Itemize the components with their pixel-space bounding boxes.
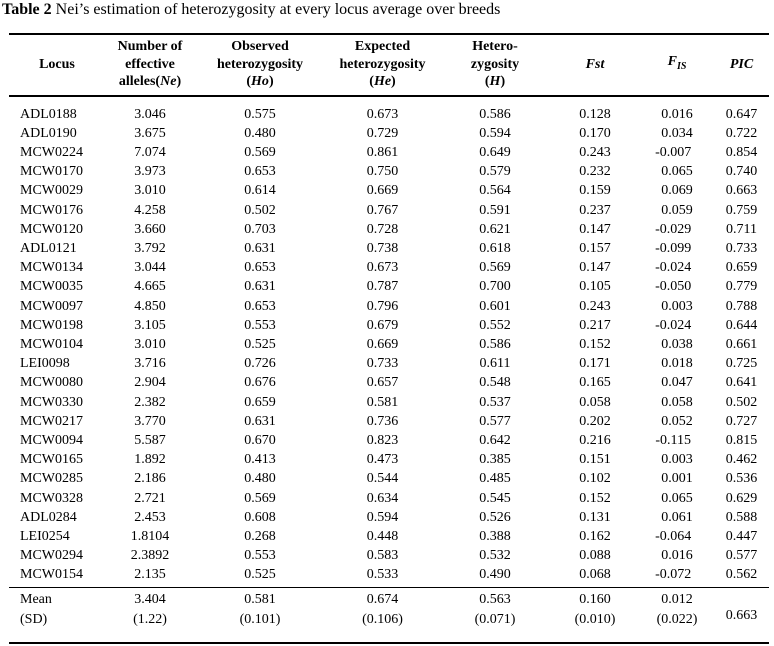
table-summary xyxy=(9,587,769,643)
symbol-prefix: ( xyxy=(484,74,490,89)
value-cell: 0.663 xyxy=(725,183,758,199)
value-cell: 0.502 xyxy=(244,202,276,218)
value-cell: 0.579 xyxy=(479,164,511,180)
table-row xyxy=(9,469,769,488)
value-cell: 0.669 xyxy=(366,183,399,199)
value-cell: 0.553 xyxy=(244,317,276,333)
column-header-pic xyxy=(714,34,769,96)
value-cell: 0.058 xyxy=(579,394,611,410)
symbol-prefix: ( xyxy=(369,74,374,89)
locus-cell: MCW0330 xyxy=(20,394,83,410)
value-cell: -0.029 xyxy=(655,221,692,237)
value-cell: 0.171 xyxy=(579,356,611,372)
table-row xyxy=(9,508,769,527)
value-cell: 0.591 xyxy=(479,202,511,218)
value-cell: 0.787 xyxy=(366,279,399,295)
mean-row xyxy=(9,587,769,610)
value-cell: 0.536 xyxy=(725,471,758,487)
value-cell: 0.152 xyxy=(579,336,611,352)
value-cell: 0.583 xyxy=(366,548,399,564)
value-cell: 0.740 xyxy=(725,164,758,180)
value-cell: 0.480 xyxy=(244,471,276,487)
value-cell: 0.128 xyxy=(579,106,611,122)
value-cell: 0.614 xyxy=(244,183,276,199)
value-cell: 1.8104 xyxy=(130,528,170,544)
value-cell: 0.102 xyxy=(579,471,611,487)
value-cell: 0.018 xyxy=(661,356,693,372)
symbol: Ho xyxy=(251,74,269,89)
value-cell: 0.544 xyxy=(366,471,399,487)
locus-cell: MCW0029 xyxy=(20,183,83,199)
sd-value-cell: (0.106) xyxy=(362,611,403,627)
value-cell: 0.003 xyxy=(661,452,693,468)
value-cell: 0.059 xyxy=(661,202,693,218)
value-cell: 0.047 xyxy=(661,375,693,391)
mean-value-cell: 0.160 xyxy=(550,587,640,610)
sd-row xyxy=(9,610,769,643)
table-caption-label: Table 2 xyxy=(2,1,52,18)
symbol-subscript-text: IS xyxy=(676,60,687,72)
value-cell: 0.447 xyxy=(725,528,758,544)
value-cell: 2.3892 xyxy=(130,548,170,564)
value-cell: 0.670 xyxy=(244,432,276,448)
locus-cell: MCW0165 xyxy=(20,452,83,468)
value-cell: 0.659 xyxy=(725,260,758,276)
value-cell: 2.904 xyxy=(134,375,166,391)
value-cell: 0.545 xyxy=(479,490,511,506)
locus-cell: MCW0094 xyxy=(20,432,83,448)
locus-cell: MCW0328 xyxy=(20,490,83,506)
value-cell: 0.823 xyxy=(366,432,399,448)
value-cell: 0.532 xyxy=(479,548,511,564)
value-cell: 0.562 xyxy=(725,567,758,583)
value-cell: 0.728 xyxy=(366,221,399,237)
value-cell: 3.792 xyxy=(134,240,166,256)
value-cell: -0.072 xyxy=(655,567,692,583)
value-cell: 2.186 xyxy=(134,471,166,487)
table-row xyxy=(9,431,769,450)
value-cell: 0.388 xyxy=(479,528,511,544)
value-cell: 4.850 xyxy=(134,298,166,314)
value-cell: 0.653 xyxy=(244,260,276,276)
value-cell: 3.973 xyxy=(134,164,166,180)
header-line: Number of xyxy=(117,39,183,54)
locus-cell: MCW0176 xyxy=(20,202,83,218)
locus-cell: LEI0254 xyxy=(20,528,70,544)
header-line: Observed xyxy=(231,39,289,54)
value-cell: 4.258 xyxy=(134,202,166,218)
sd-value-cell: (0.010) xyxy=(574,611,616,627)
value-cell: 0.533 xyxy=(366,567,399,583)
header-line: zygosity xyxy=(470,56,520,72)
value-cell: 0.631 xyxy=(244,279,276,295)
sd-value-cell: (1.22) xyxy=(133,611,167,627)
value-cell: 0.722 xyxy=(725,125,758,141)
table-row xyxy=(9,393,769,412)
symbol-prefix: alleles( xyxy=(118,74,161,89)
value-cell: 0.105 xyxy=(579,279,611,295)
table-row xyxy=(9,373,769,392)
locus-cell: LEI0098 xyxy=(20,356,70,372)
value-cell: 0.673 xyxy=(366,260,399,276)
value-cell: 0.733 xyxy=(366,356,399,372)
value-cell: 0.725 xyxy=(725,356,758,372)
table-caption-text: Nei’s estimation of heterozygosity at every locus average over breeds xyxy=(55,1,501,18)
value-cell: 0.642 xyxy=(479,432,511,448)
value-cell: 0.586 xyxy=(479,336,511,352)
value-cell: 3.770 xyxy=(134,413,166,429)
sd-value-cell: (0.022) xyxy=(656,611,698,627)
value-cell: 0.552 xyxy=(479,317,511,333)
symbol: Fst xyxy=(585,56,605,72)
table-row xyxy=(9,354,769,373)
value-cell: 0.594 xyxy=(479,125,511,141)
value-cell: 0.268 xyxy=(244,528,276,544)
table-row xyxy=(9,258,769,277)
header-line: effective xyxy=(125,56,175,72)
table-row xyxy=(9,335,769,354)
header-symbol-line xyxy=(714,56,769,74)
table-row xyxy=(9,316,769,335)
sd-label-cell: (SD) xyxy=(20,611,48,627)
table-row xyxy=(9,546,769,565)
locus-cell: MCW0104 xyxy=(20,336,83,352)
table-row xyxy=(9,181,769,200)
symbol: H xyxy=(489,74,501,89)
value-cell: 0.016 xyxy=(661,106,693,122)
value-cell: 0.700 xyxy=(479,279,511,295)
column-header-fst xyxy=(550,34,640,96)
value-cell: 0.480 xyxy=(244,125,276,141)
value-cell: 0.673 xyxy=(366,106,399,122)
value-cell: 0.611 xyxy=(479,356,511,372)
value-cell: 0.733 xyxy=(725,240,758,256)
value-cell: 1.892 xyxy=(134,452,166,468)
table-caption xyxy=(2,0,774,19)
table-header xyxy=(9,34,769,96)
value-cell: 0.621 xyxy=(479,221,511,237)
table-row xyxy=(9,201,769,220)
value-cell: 0.569 xyxy=(244,490,276,506)
value-cell: 0.631 xyxy=(244,413,276,429)
value-cell: 0.147 xyxy=(579,221,611,237)
symbol: Ne xyxy=(160,74,177,89)
value-cell: 0.003 xyxy=(661,298,693,314)
value-cell: 0.647 xyxy=(725,106,758,122)
symbol: PIC xyxy=(729,56,754,72)
value-cell: 0.448 xyxy=(366,528,399,544)
value-cell: 0.088 xyxy=(579,548,611,564)
sd-value-cell: (0.071) xyxy=(474,611,516,627)
value-cell: 0.069 xyxy=(661,183,693,199)
value-cell: 0.641 xyxy=(725,375,758,391)
value-cell: 0.170 xyxy=(579,125,611,141)
value-cell: -0.050 xyxy=(655,279,692,295)
value-cell: 0.473 xyxy=(366,452,399,468)
value-cell: 0.564 xyxy=(479,183,511,199)
table-header-row xyxy=(9,34,769,96)
header-line: Hetero- xyxy=(472,39,518,54)
value-cell: 5.587 xyxy=(134,432,166,448)
value-cell: 0.661 xyxy=(725,336,758,352)
value-cell: 0.151 xyxy=(579,452,611,468)
value-cell: 3.105 xyxy=(134,317,166,333)
value-cell: 0.669 xyxy=(366,336,399,352)
locus-cell: MCW0035 xyxy=(20,279,83,295)
value-cell: 2.382 xyxy=(134,394,166,410)
locus-cell: MCW0154 xyxy=(20,567,83,583)
value-cell: 0.385 xyxy=(479,452,511,468)
table-row xyxy=(9,489,769,508)
column-header-fis xyxy=(640,34,714,96)
locus-cell: MCW0224 xyxy=(20,144,83,160)
value-cell: 0.159 xyxy=(579,183,611,199)
value-cell: 0.738 xyxy=(366,240,399,256)
heterozygosity-table xyxy=(9,33,769,644)
sd-value-cell: (0.101) xyxy=(239,611,281,627)
value-cell: 0.569 xyxy=(479,260,511,276)
value-cell: 0.237 xyxy=(579,202,611,218)
value-cell: -0.007 xyxy=(655,144,692,160)
value-cell: 3.716 xyxy=(134,356,166,372)
locus-cell: MCW0097 xyxy=(20,298,83,314)
column-header-h xyxy=(440,34,550,96)
value-cell: 0.659 xyxy=(244,394,276,410)
locus-cell: MCW0198 xyxy=(20,317,83,333)
value-cell: 0.581 xyxy=(366,394,399,410)
locus-cell: MCW0285 xyxy=(20,471,83,487)
value-cell: 0.861 xyxy=(366,144,399,160)
value-cell: 0.061 xyxy=(661,509,693,525)
value-cell: 0.052 xyxy=(661,413,693,429)
symbol-suffix: ) xyxy=(268,74,274,89)
value-cell: 0.548 xyxy=(479,375,511,391)
value-cell: 0.796 xyxy=(366,298,399,314)
symbol-prefix: ( xyxy=(246,74,252,89)
value-cell: -0.115 xyxy=(655,432,691,448)
value-cell: 0.038 xyxy=(661,336,693,352)
value-cell: 0.569 xyxy=(244,144,276,160)
value-cell: 2.453 xyxy=(134,509,166,525)
header-symbol-line xyxy=(440,73,550,91)
value-cell: 0.490 xyxy=(479,567,511,583)
mean-value-cell: 0.012 xyxy=(640,587,714,610)
value-cell: 0.068 xyxy=(579,567,611,583)
value-cell: 0.726 xyxy=(244,356,276,372)
locus-cell: MCW0170 xyxy=(20,164,83,180)
value-cell: 0.759 xyxy=(725,202,758,218)
value-cell: 0.162 xyxy=(579,528,611,544)
header-symbol-line xyxy=(105,73,195,91)
value-cell: 0.147 xyxy=(579,260,611,276)
value-cell: 0.413 xyxy=(244,452,276,468)
value-cell: 0.165 xyxy=(579,375,611,391)
value-cell: 0.131 xyxy=(579,509,611,525)
table-row xyxy=(9,220,769,239)
header-symbol-line xyxy=(550,56,640,74)
value-cell: 0.217 xyxy=(579,317,611,333)
value-cell: 0.788 xyxy=(725,298,758,314)
value-cell: 3.044 xyxy=(134,260,166,276)
column-header-ne xyxy=(105,34,195,96)
value-cell: 0.631 xyxy=(244,240,276,256)
value-cell: 0.653 xyxy=(244,298,276,314)
value-cell: 0.016 xyxy=(661,548,693,564)
value-cell: 0.157 xyxy=(579,240,611,256)
locus-cell: ADL0121 xyxy=(20,240,77,256)
value-cell: 0.202 xyxy=(579,413,611,429)
value-cell: 0.232 xyxy=(579,164,611,180)
value-cell: 0.729 xyxy=(366,125,399,141)
value-cell: 0.577 xyxy=(479,413,511,429)
header-symbol-line xyxy=(325,73,440,91)
locus-cell: ADL0284 xyxy=(20,509,77,525)
value-cell: 0.065 xyxy=(661,164,693,180)
value-cell: 2.721 xyxy=(134,490,166,506)
table-row xyxy=(9,527,769,546)
header-symbol-line xyxy=(195,73,325,91)
table-row xyxy=(9,239,769,258)
table-row xyxy=(9,124,769,143)
value-cell: 0.679 xyxy=(366,317,399,333)
value-cell: 3.010 xyxy=(134,336,166,352)
value-cell: 0.526 xyxy=(479,509,511,525)
value-cell: 0.727 xyxy=(725,413,758,429)
value-cell: 0.034 xyxy=(661,125,693,141)
value-cell: 0.001 xyxy=(661,471,693,487)
header-symbol-line xyxy=(640,53,714,75)
table-row xyxy=(9,450,769,469)
value-cell: 4.665 xyxy=(134,279,166,295)
column-header-he xyxy=(325,34,440,96)
table-row xyxy=(9,297,769,316)
value-cell: 0.649 xyxy=(479,144,511,160)
value-cell: 0.703 xyxy=(244,221,276,237)
column-header-ho xyxy=(195,34,325,96)
value-cell: 0.711 xyxy=(726,221,757,237)
value-cell: 0.243 xyxy=(579,298,611,314)
value-cell: 3.675 xyxy=(134,125,166,141)
mean-value-cell: 0.581 xyxy=(195,587,325,610)
mean-value-cell: 0.563 xyxy=(440,587,550,610)
mean-value-cell: 3.404 xyxy=(105,587,195,610)
value-cell: 0.767 xyxy=(366,202,399,218)
value-cell: 0.525 xyxy=(244,567,276,583)
header-line: heterozygosity xyxy=(216,56,304,72)
locus-cell: ADL0190 xyxy=(20,125,77,141)
table-body xyxy=(9,96,769,588)
value-cell: 0.058 xyxy=(661,394,693,410)
value-cell: 0.634 xyxy=(366,490,399,506)
value-cell: 0.644 xyxy=(725,317,758,333)
value-cell: 0.525 xyxy=(244,336,276,352)
value-cell: 0.502 xyxy=(725,394,758,410)
mean-label-cell: Mean xyxy=(9,587,105,610)
value-cell: 0.586 xyxy=(479,106,511,122)
table-row xyxy=(9,143,769,162)
mean-value-cell: 0.674 xyxy=(325,587,440,610)
value-cell: 0.152 xyxy=(579,490,611,506)
symbol-suffix: ) xyxy=(500,74,506,89)
header-line: Locus xyxy=(39,56,75,72)
symbol-subscript xyxy=(677,61,686,72)
symbol: He xyxy=(373,74,392,89)
value-cell: 0.601 xyxy=(479,298,511,314)
value-cell: 0.779 xyxy=(725,279,758,295)
value-cell: 3.046 xyxy=(134,106,166,122)
value-cell: 0.216 xyxy=(579,432,611,448)
table-row xyxy=(9,96,769,124)
value-cell: 0.577 xyxy=(725,548,758,564)
value-cell: 0.854 xyxy=(725,144,758,160)
value-cell: 0.676 xyxy=(244,375,276,391)
header-line: heterozygosity xyxy=(339,56,426,72)
value-cell: 0.750 xyxy=(366,164,399,180)
value-cell: 0.653 xyxy=(244,164,276,180)
header-line: Expected xyxy=(354,39,411,54)
mean-pic-cell: 0.663 xyxy=(714,587,769,643)
locus-cell: MCW0080 xyxy=(20,375,83,391)
value-cell: 0.588 xyxy=(725,509,758,525)
value-cell: -0.024 xyxy=(655,260,692,276)
value-cell: 0.462 xyxy=(725,452,758,468)
value-cell: -0.064 xyxy=(655,528,692,544)
locus-cell: MCW0294 xyxy=(20,548,83,564)
value-cell: 3.010 xyxy=(134,183,166,199)
locus-cell: MCW0120 xyxy=(20,221,83,237)
value-cell: 0.815 xyxy=(725,432,758,448)
value-cell: 0.553 xyxy=(244,548,276,564)
table-row xyxy=(9,277,769,296)
locus-cell: MCW0217 xyxy=(20,413,83,429)
locus-cell: MCW0134 xyxy=(20,260,83,276)
value-cell: 2.135 xyxy=(134,567,166,583)
column-header-locus xyxy=(9,34,105,96)
value-cell: 0.629 xyxy=(725,490,758,506)
symbol-suffix: ) xyxy=(391,74,396,89)
symbol: F xyxy=(667,54,677,70)
value-cell: 0.485 xyxy=(479,471,511,487)
table-row xyxy=(9,412,769,431)
table-row xyxy=(9,565,769,587)
value-cell: 0.657 xyxy=(366,375,399,391)
locus-cell: ADL0188 xyxy=(20,106,77,122)
value-cell: 0.243 xyxy=(579,144,611,160)
value-cell: 0.736 xyxy=(366,413,399,429)
value-cell: 0.065 xyxy=(661,490,693,506)
value-cell: 0.537 xyxy=(479,394,511,410)
value-cell: 7.074 xyxy=(134,144,166,160)
value-cell: -0.099 xyxy=(655,240,692,256)
value-cell: 0.618 xyxy=(479,240,511,256)
value-cell: 0.608 xyxy=(244,509,276,525)
value-cell: 0.594 xyxy=(366,509,399,525)
table-row xyxy=(9,162,769,181)
value-cell: 3.660 xyxy=(134,221,166,237)
value-cell: 0.575 xyxy=(244,106,276,122)
value-cell: -0.024 xyxy=(655,317,692,333)
symbol-suffix: ) xyxy=(176,74,182,89)
